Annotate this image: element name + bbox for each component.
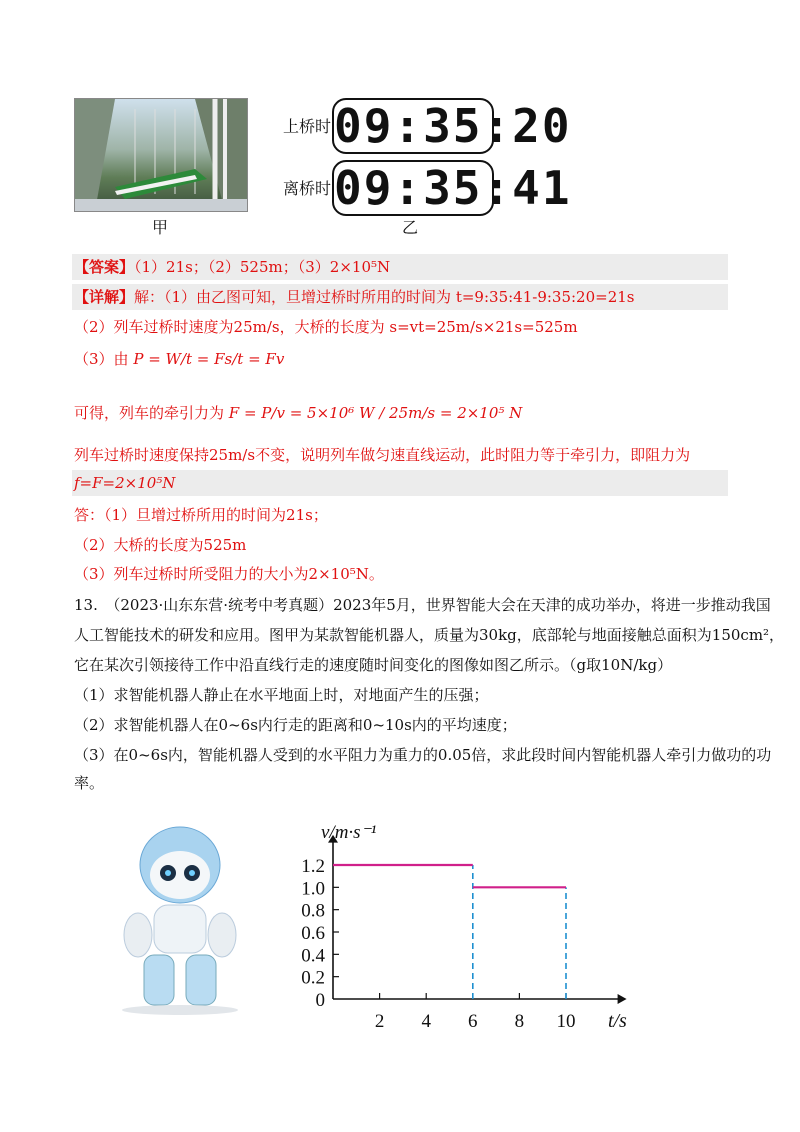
answer-text: （1）21s；（2）525m；（3）2×10⁵N [134,258,391,276]
explain-line-1 [74,286,635,308]
q13-sub-2: （2）求智能机器人在0~6s内行走的距离和0~10s内的平均速度； [74,716,517,734]
y-tick-label: 1.2 [301,856,325,877]
explain-line-6: f=F=2×10⁵N [74,474,176,492]
y-axis-label: v/m·s⁻¹ [321,822,377,844]
explain-line-3 [74,348,284,370]
answer-line [74,256,390,278]
q13-line-3: 它在某次引领接待工作中沿直线行走的速度随时间变化的图像如图乙所示。（g取10N/kg） [74,656,673,674]
q13-sub-3a: （3）在0~6s内，智能机器人受到的水平阻力为重力的0.05倍，求此段时间内智能机器人牵引力做功的功 [74,746,772,764]
clock-on-label: 上桥时 [283,117,332,136]
explain-text-1: 解：（1）由乙图可知，旦增过桥时所用的时间为 t=9:35:41-9:35:20=21s [134,288,635,306]
y-tick-label: 0 [315,990,325,1011]
x-axis-arrow [618,994,627,1004]
y-tick-label: 0.6 [301,923,325,944]
formula-traction: F = P/v = 5×10⁶ W / 25m/s = 2×10⁵ N [228,404,523,422]
explain-line-2: （2）列车过桥时速度为25m/s，大桥的长度为 s=vt=25m/s×21s=525m [74,318,578,336]
y-tick-label: 0.8 [301,900,325,922]
caption-jia: 甲 [152,218,169,237]
x-tick-label: 4 [421,1011,431,1032]
explain-tag: 【详解】 [74,288,135,306]
clock-off-label: 离桥时 [283,179,332,198]
q13-line-2: 人工智能技术的研发和应用。图甲为某款智能机器人，质量为30kg，底部轮与地面接触总面积为150cm²， [74,626,785,644]
formula-power: P = W/t = Fs/t = Fv [133,350,285,368]
robot-image [108,815,250,1015]
q13-sub-1: （1）求智能机器人静止在水平地面上时，对地面产生的压强； [74,686,489,704]
clock-on-display: 09:35:20 [334,99,572,153]
x-tick-label: 8 [514,1011,525,1032]
y-tick-label: 0.4 [301,945,325,967]
y-tick-label: 0.2 [301,967,325,989]
x-tick-label: 6 [468,1011,478,1032]
final-answer-1: 答：（1）旦增过桥所用的时间为21s； [74,506,328,524]
q13-sub-3b: 率。 [74,774,105,792]
explain-line-4-prefix: 可得，列车的牵引力为 [74,404,225,422]
caption-yi: 乙 [402,218,419,237]
train-illustration [75,99,247,211]
x-tick-label: 2 [374,1011,385,1032]
bridge-train-photo [74,98,248,212]
explain-line-4 [74,402,522,424]
final-answer-3: （3）列车过桥时所受阻力的大小为2×10⁵N。 [74,565,384,583]
final-answer-2: （2）大桥的长度为525m [74,536,247,554]
explain-line-5: 列车过桥时速度保持25m/s不变，说明列车做匀速直线运动，此时阻力等于牵引力，即阻力为 [74,446,691,464]
explain-line-3-prefix: （3）由 [74,350,129,368]
x-axis-label: t/s [607,1010,627,1032]
x-tick-label: 10 [556,1011,576,1032]
q13-line-1: 13. （2023·山东东营·统考中考真题）2023年5月，世界智能大会在天津的成功举办，将进一步推动我国 [74,596,771,614]
y-tick-label: 1.0 [301,878,325,900]
answer-tag: 【答案】 [74,258,135,276]
clock-off-display: 09:35:41 [334,161,572,215]
velocity-time-chart [290,806,640,1036]
